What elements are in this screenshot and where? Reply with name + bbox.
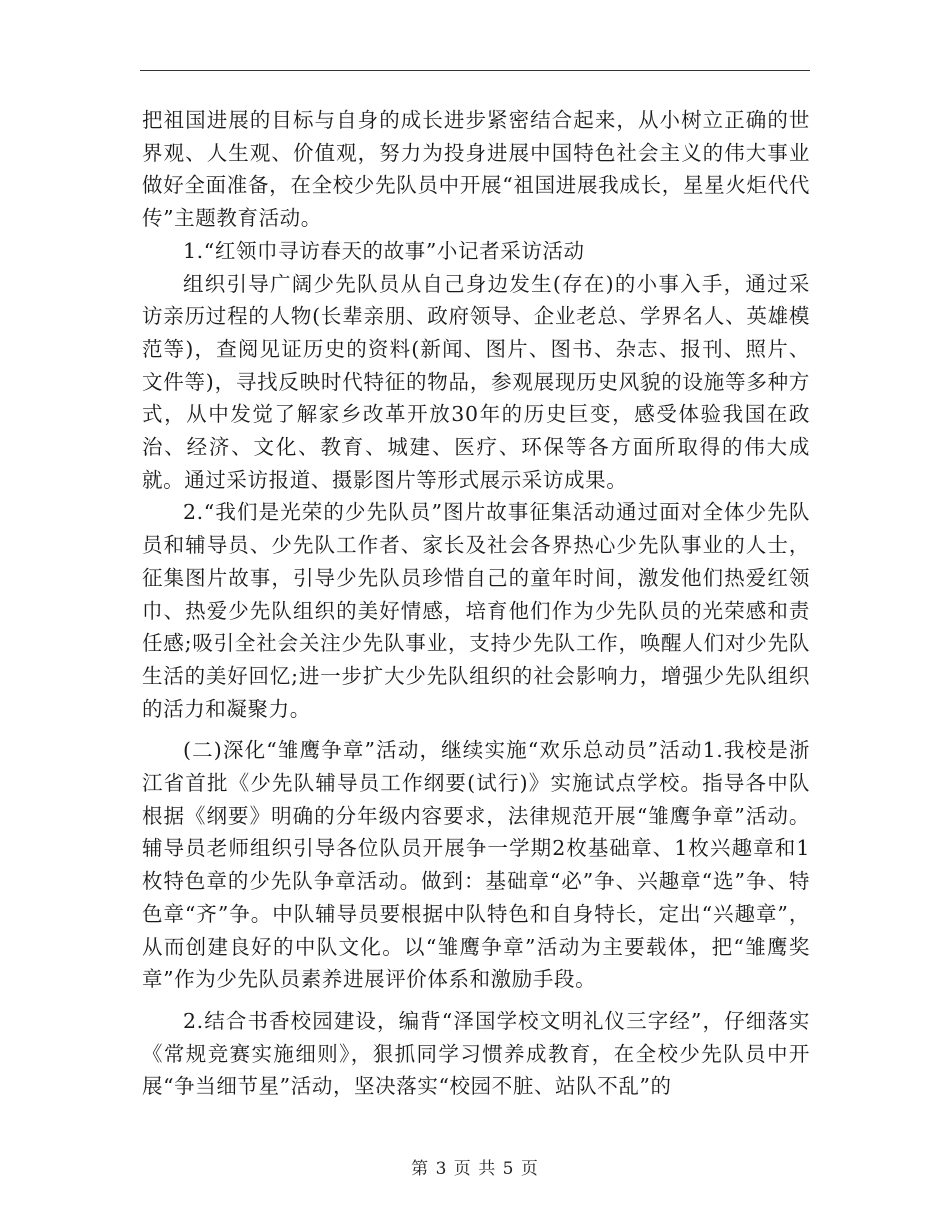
page-number: 第 3 页 共 5 页: [411, 1159, 539, 1179]
paragraph-photo-story: 2.“我们是光荣的少先队员”图片故事征集活动通过面对全体少先队员和辅导员、少先队工作者、家长及社会各界热心少先队事业的人士，征集图片故事，引导少先队员珍惜自己的童年时间，激发他们热爱红领巾、热爱少先队组织的美好情感，培育他们作为少先队员的光荣感和责任感;吸引全社会关注少先队事业，支持少先队工作，唤醒人们对少先队生活的美好回忆;进一步扩大少先队组织的社会影响力，增强少先队组织的活力和凝聚力。: [142, 500, 810, 721]
item-heading-1: 1.“红领巾寻访春天的故事”小记者采访活动: [183, 238, 585, 263]
paragraph-scholarly-campus: 2.结合书香校园建设，编背“泽国学校文明礼仪三字经”，仔细落实《常规竞赛实施细则》，狠抓同学习惯养成教育，在全校少先队员中开展“争当细节星”活动，坚决落实“校园不脏、站队不乱”的: [142, 1008, 810, 1099]
paragraph-interview: 组织引导广阔少先队员从自己身边发生(存在)的小事入手，通过采访亲历过程的人物(长辈亲朋、政府领导、企业老总、学界名人、英雄模范等)，查阅见证历史的资料(新闻、图片、图书、杂志、报刊、照片、文件等)，寻找反映时代特征的物品，参观展现历史风貌的设施等多种方式，从中发觉了解家乡改革开放30年的历史巨变，感受体验我国在政治、经济、文化、教育、城建、医疗、环保等各方面所取得的伟大成就。通过采访报道、摄影图片等形式展示采访成果。: [142, 271, 810, 492]
header-rule: [140, 70, 810, 71]
paragraph-intro: 把祖国进展的目标与自身的成长进步紧密结合起来，从小树立正确的世界观、人生观、价值观，努力为投身进展中国特色社会主义的伟大事业做好全面准备，在全校少先队员中开展“祖国进展我成长，星星火炬代代传”主题教育活动。: [142, 108, 810, 231]
document-body: [142, 104, 810, 1103]
paragraph-eagle-badge: (二)深化“雏鹰争章”活动，继续实施“欢乐总动员”活动1.我校是浙江省首批《少先队辅导员工作纲要(试行)》实施试点学校。指导各中队根据《纲要》明确的分年级内容要求，法律规范开展“雏鹰争章”活动。辅导员老师组织引导各位队员开展争一学期2枚基础章、1枚兴趣章和1枚特色章的少先队争章活动。做到：基础章“必”争、兴趣章“选”争、特色章“齐”争。中队辅导员要根据中队特色和自身特长，定出“兴趣章”，从而创建良好的中队文化。以“雏鹰争章”活动为主要载体，把“雏鹰奖章”作为少先队员素养进展评价体系和激励手段。: [142, 738, 810, 992]
